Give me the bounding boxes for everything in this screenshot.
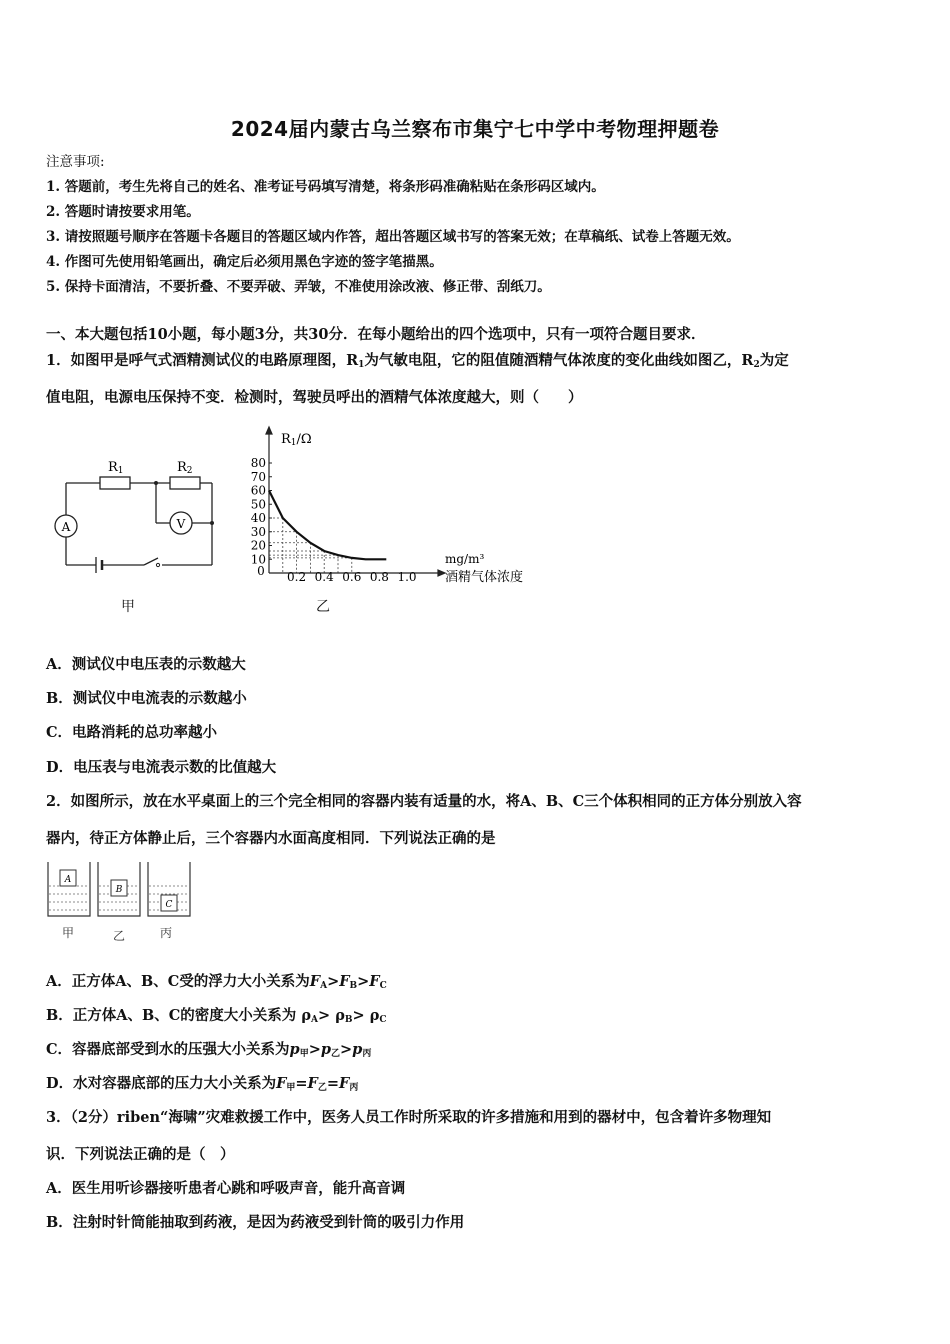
q2-a-sub1: A: [320, 981, 328, 991]
q2-d-sub3: 丙: [349, 1083, 359, 1093]
graph-caption: 乙: [316, 599, 330, 615]
q2-c-sub2: 乙: [331, 1049, 341, 1059]
y-tick-label: 60: [250, 483, 266, 498]
q2-b-sym3: ρ: [369, 1007, 380, 1024]
q2-b-sym1: ρ: [301, 1007, 312, 1024]
q2-d-rel1: =: [295, 1075, 308, 1092]
q1-option-a: A．测试仪中电压表的示数越大: [46, 656, 246, 673]
notice-item-3: 3. 请按照题号顺序在答题卡各题目的答题区域内作答，超出答题区域书写的答案无效；在草稿纸、试卷上答题无效。: [46, 229, 740, 245]
q2-a-rel2: >: [357, 973, 370, 990]
q1-text-c: 为定: [759, 352, 789, 369]
q2-option-b: [46, 1007, 387, 1029]
q2-c-sym2: p: [320, 1041, 331, 1058]
graph-series-r1: [269, 491, 386, 560]
graph-xlabel: 酒精气体浓度: [445, 570, 524, 585]
graph-xunit: mg/m³: [445, 552, 485, 566]
y-axis-arrow: [266, 427, 272, 434]
q2-c-sym3: p: [352, 1041, 363, 1058]
switch-lever: [144, 558, 158, 565]
notice-item-1: 1. 答题前，考生先将自己的姓名、准考证号码填写清楚，将条形码准确粘贴在条形码区域内。: [46, 179, 605, 195]
q2-d-sym3: F: [339, 1075, 350, 1092]
circuit-diagram: [46, 455, 226, 580]
y-tick-label: 80: [250, 456, 266, 470]
container-caption-jia: 甲: [62, 926, 75, 940]
x-axis-arrow: [438, 570, 445, 576]
q1-option-d: D．电压表与电流表示数的比值越大: [46, 759, 277, 776]
y-tick-label: 30: [250, 524, 266, 539]
graph-ticks: [251, 456, 417, 584]
q1-text-b: 为气敏电阻，它的阻值随酒精气体浓度的变化曲线如图乙，R: [364, 352, 754, 369]
exam-title: 2024届内蒙古乌兰察布市集宁七中学中考物理押题卷: [230, 117, 720, 141]
q2-a-sub2: B: [349, 981, 358, 991]
x-tick-label: 1.0: [397, 570, 417, 584]
y-tick-label: 20: [250, 538, 266, 553]
notice-item-2: 2. 答题时请按要求用笔。: [46, 204, 200, 220]
x-tick-label: 0.2: [287, 570, 307, 584]
notice-heading: 注意事项:: [46, 154, 105, 170]
q2-b-rel1: >: [318, 1007, 331, 1024]
q2-c-sub1: 甲: [299, 1049, 309, 1059]
resistor-r2: [170, 477, 200, 489]
switch-contact: [156, 563, 159, 566]
q2-a-sym3: F: [369, 973, 380, 990]
graph-guides: [269, 518, 352, 573]
q2-c-sym1: p: [289, 1041, 300, 1058]
q2-d-sub2: 乙: [317, 1083, 327, 1093]
junction-top: [154, 481, 158, 485]
q2-d-sym1: F: [276, 1075, 287, 1092]
q1-stem-line1: [46, 352, 789, 374]
block-a-label: A: [64, 875, 72, 885]
q2-d-sym2: F: [307, 1075, 318, 1092]
q2-d-rel2: =: [326, 1075, 340, 1092]
container-bing: [148, 862, 190, 916]
notice-item-4: 4. 作图可先使用铅笔画出，确定后必须用黑色字迹的签字笔描黑。: [46, 254, 443, 270]
circuit-caption: 甲: [121, 599, 135, 615]
label-r2: R2: [177, 460, 193, 476]
q1-option-c: C．电路消耗的总功率越小: [46, 724, 218, 741]
container-yi: [98, 862, 140, 916]
junction-right: [210, 521, 214, 525]
q2-b-sym2: ρ: [335, 1007, 345, 1024]
graph-origin: 0: [257, 564, 265, 578]
q1-r2-sub: 2: [753, 360, 760, 370]
q2-option-d: [46, 1075, 358, 1097]
q3-option-b: B．注射时针筒能抽取到药液，是因为药液受到针筒的吸引力作用: [46, 1214, 465, 1231]
y-tick-label: 10: [250, 552, 266, 567]
q1-text-a: 1．如图甲是呼气式酒精测试仪的电路原理图，R: [46, 352, 359, 369]
q3-stem-line1: 3．（2分）riben“海啸”灾难救援工作中，医务人员工作时所采取的许多措施和用到的器材中，包含着许多物理知: [46, 1109, 772, 1126]
q1-r1-sub: 1: [358, 360, 365, 370]
q2-stem-line2: 器内，待正方体静止后，三个容器内水面高度相同．下列说法正确的是: [46, 830, 496, 847]
container-caption-yi: 乙: [113, 929, 126, 943]
q2-a-sym1: F: [309, 973, 321, 990]
container-jia: [48, 862, 90, 916]
q2-c-sub3: 丙: [362, 1049, 372, 1059]
block-b-label: B: [115, 885, 123, 895]
container-caption-bing: 丙: [160, 926, 173, 940]
q1-option-b: B．测试仪中电流表的示数越小: [46, 690, 247, 707]
resistance-graph: [245, 425, 545, 590]
ammeter-label: A: [61, 520, 71, 534]
q2-option-a-text: A．正方体A、B、C受的浮力大小关系为: [46, 973, 310, 990]
label-r1: R1: [108, 460, 124, 476]
section-heading: 一、本大题包括10小题，每小题3分，共30分．在每小题给出的四个选项中，只有一项符合题目要求．: [46, 326, 706, 343]
q2-option-d-text: D．水对容器底部的压力大小关系为: [46, 1075, 277, 1092]
y-tick-label: 70: [250, 469, 266, 484]
q3-option-a: A．医生用听诊器接听患者心跳和呼吸声音，能升高音调: [46, 1180, 406, 1197]
voltmeter-label: V: [176, 517, 186, 531]
containers-figure: [46, 860, 196, 920]
y-tick-label: 50: [250, 497, 266, 512]
graph-ylabel: R1/Ω: [281, 432, 312, 448]
block-c-label: C: [165, 900, 173, 910]
x-tick-label: 0.6: [342, 570, 362, 584]
q2-option-a: [46, 973, 387, 995]
q2-stem-line1: 2．如图所示，放在水平桌面上的三个完全相同的容器内装有适量的水，将A、B、C三个体积相同的正方体分别放入容: [46, 793, 802, 810]
q2-option-c: [46, 1041, 371, 1063]
q1-stem-line2: 值电阻，电源电压保持不变．检测时，驾驶员呼出的酒精气体浓度越大，则（ ）: [46, 389, 583, 406]
q2-a-sub3: C: [379, 981, 387, 991]
q2-d-sub1: 甲: [286, 1083, 296, 1093]
q2-b-rel2: >: [352, 1007, 365, 1024]
q2-a-rel1: >: [327, 973, 340, 990]
q2-c-rel1: >: [308, 1041, 321, 1058]
x-tick-label: 0.8: [369, 570, 389, 584]
resistor-r1: [100, 477, 130, 489]
q2-b-sub1: A: [311, 1015, 319, 1025]
q2-c-rel2: >: [340, 1041, 353, 1058]
q2-b-sub3: C: [379, 1015, 387, 1025]
x-tick-label: 0.4: [314, 570, 334, 584]
q3-stem-line2: 识．下列说法正确的是（ ）: [46, 1146, 235, 1163]
y-tick-label: 40: [250, 511, 266, 525]
q2-b-sub2: B: [344, 1015, 353, 1025]
q2-option-b-text: B．正方体A、B、C的密度大小关系为: [46, 1007, 297, 1024]
q2-a-sym2: F: [339, 973, 350, 990]
q2-option-c-text: C．容器底部受到水的压强大小关系为: [46, 1041, 290, 1058]
notice-item-5: 5. 保持卡面清洁，不要折叠、不要弄破、弄皱，不准使用涂改液、修正带、刮纸刀。: [46, 279, 551, 295]
